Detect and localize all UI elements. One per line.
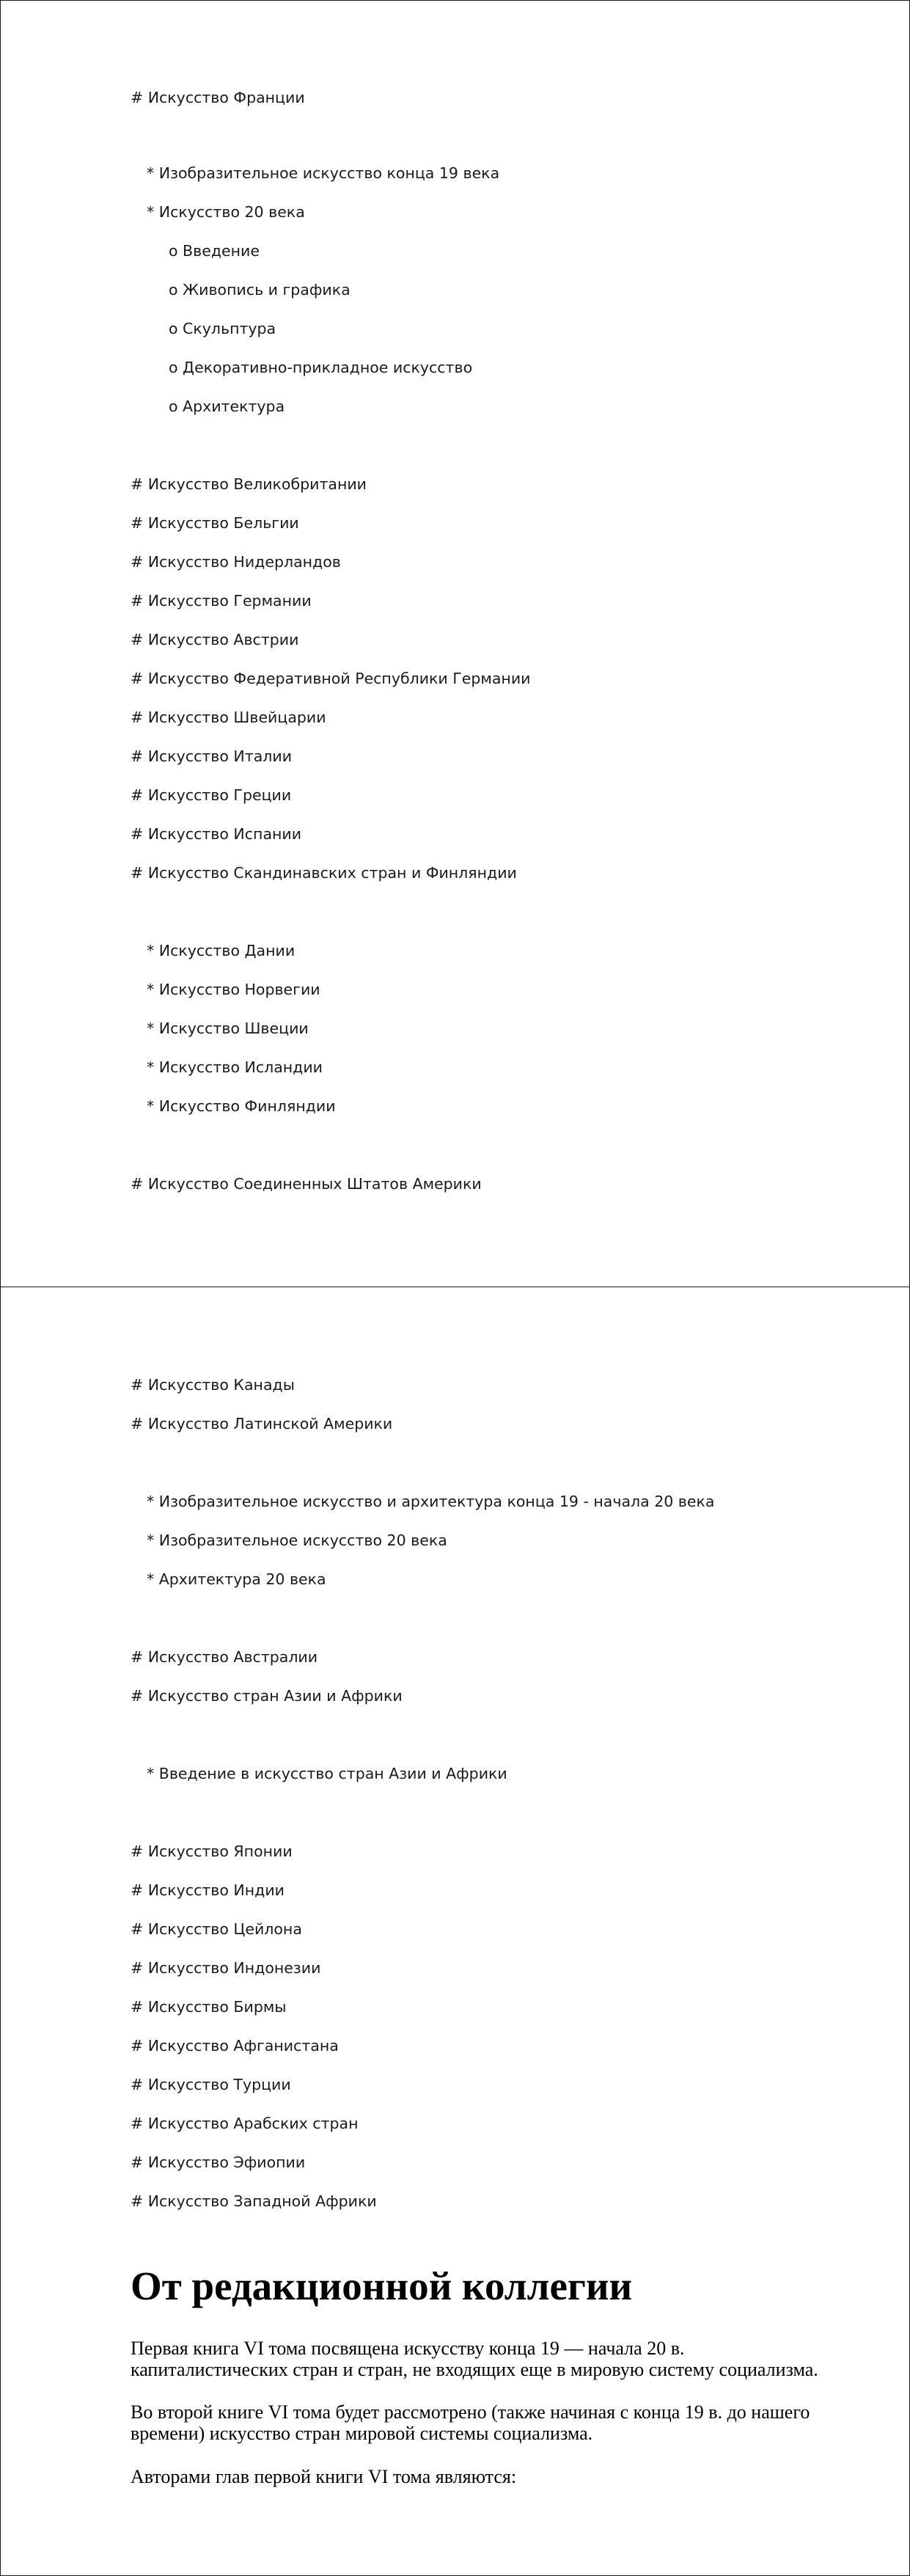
paragraph: Первая книга VI тома посвящена искусству конца 19 — начала 20 в. капиталистических стран и стран, не входящих еще в мировую систему социализма. [131, 2338, 818, 2380]
toc-entry: # Искусство Канады [131, 1376, 295, 1394]
paragraph: Авторами глав первой книги VI тома являются: [131, 2466, 517, 2487]
toc-entry: # Искусство Бирмы [131, 1998, 287, 2016]
toc-entry: # Искусство Италии [131, 747, 293, 765]
toc-entry: # Искусство Федеративной Республики Германии [131, 670, 531, 687]
toc-entry: # Искусство Австралии [131, 1648, 318, 1666]
toc-entry: # Искусство Цейлона [131, 1920, 302, 1938]
toc-entry: # Искусство Эфиопии [131, 2154, 306, 2171]
toc-subentry: * Изобразительное искусство конца 19 века [147, 164, 500, 182]
toc-subsubentry: o Декоративно-прикладное искусство [169, 359, 473, 376]
toc-entry: # Искусство Великобритании [131, 475, 367, 493]
toc-entry: # Искусство Испании [131, 825, 302, 843]
toc-entry: # Искусство Афганистана [131, 2037, 339, 2054]
toc-entry: # Искусство Западной Африки [131, 2192, 377, 2210]
toc-subsubentry: o Скульптура [169, 320, 276, 337]
toc-entry: # Искусство Скандинавских стран и Финляндии [131, 864, 517, 882]
toc-entry: # Искусство Латинской Америки [131, 1415, 393, 1432]
toc-subentry: * Искусство Швеции [147, 1020, 309, 1037]
toc-entry: # Искусство Индии [131, 1881, 285, 1899]
toc-entry: # Искусство стран Азии и Африки [131, 1687, 403, 1705]
toc-subentry: * Изобразительное искусство 20 века [147, 1532, 447, 1549]
toc-entry: # Искусство Нидерландов [131, 553, 341, 571]
toc-subsubentry: o Архитектура [169, 398, 285, 415]
toc-entry: # Искусство Японии [131, 1843, 293, 1860]
toc-subentry: * Искусство Дании [147, 942, 296, 959]
toc-subentry: * Искусство Финляндии [147, 1097, 336, 1115]
toc-entry: # Искусство Австрии [131, 631, 299, 648]
toc-entry-france: # Искусство Франции [131, 89, 305, 106]
toc-entry: # Искусство Арабских стран [131, 2115, 359, 2132]
toc-subentry: * Архитектура 20 века [147, 1570, 326, 1588]
toc-subsubentry: o Живопись и графика [169, 281, 351, 299]
toc-subentry: * Искусство 20 века [147, 203, 305, 221]
toc-subentry: * Искусство Исландии [147, 1058, 323, 1076]
toc-subsubentry: o Введение [169, 242, 260, 260]
toc-entry: # Искусство Греции [131, 786, 292, 804]
toc-entry: # Искусство Индонезии [131, 1959, 321, 1977]
toc-entry: # Искусство Бельгии [131, 514, 299, 532]
paragraph: Во второй книге VI тома будет рассмотрено (также начиная с конца 19 в. до нашего времени) искусство стран мировой системы социализма. [131, 2401, 810, 2444]
toc-entry: # Искусство Турции [131, 2076, 291, 2093]
toc-subentry: * Изобразительное искусство и архитектура конца 19 - начала 20 века [147, 1493, 715, 1510]
document-page-2 [0, 1287, 910, 2576]
section-heading: От редакционной коллегии [131, 2264, 633, 2308]
toc-entry: # Искусство Соединенных Штатов Америки [131, 1175, 482, 1193]
toc-subentry: * Искусство Норвегии [147, 981, 320, 998]
toc-entry: # Искусство Швейцарии [131, 709, 326, 726]
toc-subentry: * Введение в искусство стран Азии и Африки [147, 1765, 507, 1782]
toc-entry: # Искусство Германии [131, 592, 312, 610]
document-page-1 [0, 0, 910, 1287]
